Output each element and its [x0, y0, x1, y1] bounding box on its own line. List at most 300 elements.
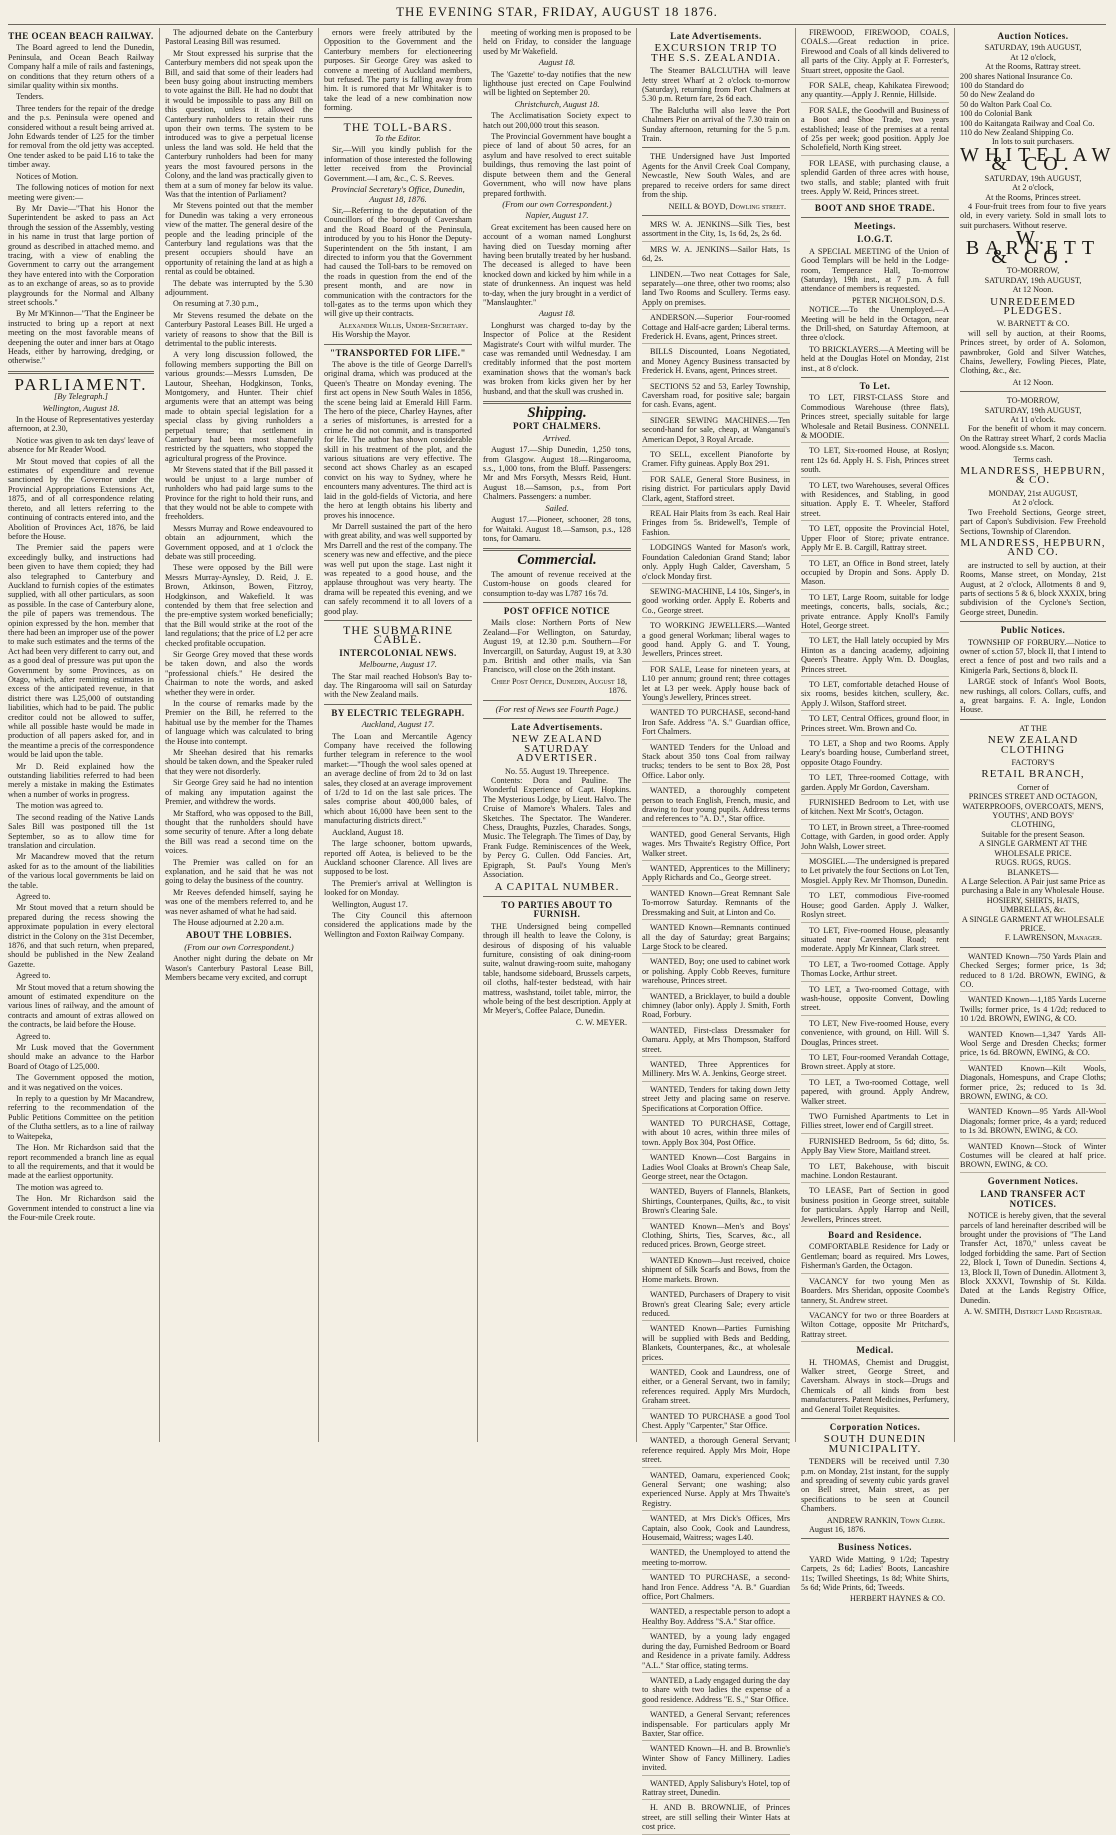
clothing-ad-line: HOSIERY, SHIRTS, HATS, UMBRELLAS, &c. — [986, 895, 1080, 915]
corporation-text: TENDERS will be received until 7.30 p.m. on Monday, 21st instant, for the supply and spreading of seventy cubic yards gravel on Bell street, Main street, as per specifications to be seen at Council Chambers. — [801, 1457, 949, 1514]
classified-ad: FOR SALE, the Goodwill and Business of a Boot and Shoe Trade, two years established; lease of the premises at a rental of 25s per week; good position. Apply Joe Scholefield, North King street. — [801, 106, 949, 156]
tomorrow-date: SATURDAY, 19th AUGUST, — [984, 405, 1082, 415]
divider — [483, 401, 631, 404]
own-correspondent-label: (From our own Correspondent.) — [502, 198, 612, 209]
divider — [324, 620, 472, 621]
classified-ad: WANTED, by a young lady engaged during the day, Furnished Bedroom or Board and Residence in a private family. Address "A.L." Star office, stating terms. — [642, 1632, 790, 1673]
excursion-text: The Balclutha will also leave the Port Chalmers Pier on arrival of the 7.30 train on Sunday afternoon, returning for the 5 p.m. Train. — [642, 105, 790, 144]
classified-ads — [642, 220, 790, 1835]
board-ad: VACANCY for two or three Boarders at Wilton Cottage, opposite Mr Pritchard's, Rattray street. — [801, 1311, 949, 1342]
corporation-title: SOUTH DUNEDIN MUNICIPALITY. — [823, 1433, 927, 1455]
paragraph: The adjourned debate on the Canterbury Pastoral Leasing Bill was resumed. — [165, 28, 313, 47]
to-let-ad: TO LEASE, Part of Section in good business position in George street, suitable for particulars. Apply Harrop and Neill, Jewellers, Princes street. — [801, 1186, 949, 1227]
paragraph: Notices of Motion. — [16, 171, 79, 181]
classified-ad: WANTED Known—Remnants continued all the day of Saturday; great Bargains; Large Stock to be cleared. — [642, 923, 790, 954]
share-item: 50 do New Zealand do — [960, 90, 1035, 100]
barnett-title: W. BARNETT & CO. — [965, 227, 1101, 268]
divider — [960, 947, 1106, 948]
column-3 — [324, 28, 472, 1442]
classified-ad: WANTED Known—Parties Furnishing will be supplied with Beds and Bedding, Blankets, Counterpanes, &c., at wholesale prices. — [642, 1324, 790, 1365]
to-let-ad: TO LET, a Two-roomed Cottage, well papered, with ground. Apply Andrew, Walker street. — [801, 1078, 949, 1109]
capital-number: A CAPITAL NUMBER. — [494, 880, 620, 893]
by-telegraph-label: [By Telegraph.] — [54, 391, 108, 402]
column-rule — [159, 28, 160, 1442]
cable-text: The Star mail reached Hobson's Bay to-day. The Ringarooma will sail on Saturday with the New Zealand mails. — [324, 671, 472, 700]
to-let-heading: To Let. — [859, 381, 891, 391]
news-text: Longhurst was charged to-day by the Inspector of Police at the Resident Magistrate's Court with wilful murder. The case was remanded until Wednesday. I am creditably informed that the post mortem examination shows that the woman's back was broken from kicks given her by her husband, and that the skull was crushed in. — [483, 320, 631, 396]
land-transfer-heading: LAND TRANSFER ACT NOTICES. — [980, 1189, 1086, 1209]
classified-ad: TO SELL, excellent Pianoforte by Cramer. Fifty guineas. Apply Box 291. — [642, 450, 790, 472]
paragraph: By Mr M'Kinnon—"That the Engineer be instructed to bring up a report at next meeting on the most favorable means of deepening the outer and inner bars at Otago Heads, either by harrowing, dredging, or otherwise." — [8, 309, 154, 366]
to-let-ad: TO LET, the Hall lately occupied by Mrs Hinton as a dancing academy, adjoining Queen's Theatre. Apply Wm. D. Douglas, Princes street. — [801, 636, 949, 677]
saturday-advertiser-title: NEW ZEALAND SATURDAY ADVERTISER. — [511, 733, 603, 765]
clothing-ad-signature: F. LAWRENSON, Manager. — [1004, 933, 1102, 943]
telegraph-article — [324, 732, 472, 940]
excursion-text: The Steamer BALCLUTHA will leave Jetty street Wharf at 2 o'clock to-morrow (Saturday), returning from Port Chalmers at 5.30 p.m. Return fare, 2s 6d each. — [642, 66, 790, 104]
share-item: 100 do Colonial Bank — [960, 109, 1033, 119]
paragraph: Mr Stout expressed his surprise that the Canterbury members did not speak upon the Bill, and said that some of their leaders had been busy going about instructing members to vote against the Bill. He had no doubt that it would be impossible to pass any Bill on this question, unless it allowed the Canterbury runholders to retain their runs upon their own terms. The system to be introduced was to give a perpetual license unless the land was sold. He held that the Canterbury runholders had been for many years the most favoured persons in the Colony, and the land was practically given to them at a sum of money far below its value. Was that the intention of Parliament? — [165, 48, 313, 199]
shares-note: In lots to suit purchasers. — [991, 137, 1075, 147]
classified-ads — [801, 28, 949, 200]
medical-heading: Medical. — [856, 1345, 894, 1356]
shipping-heading: Shipping. — [527, 405, 587, 422]
classified-ad: WANTED TO PURCHASE, Cottage, with about 10 acres, within three miles of town. Apply Box 304, Post Office. — [642, 1119, 790, 1150]
paragraph: Sir George Grey moved that these words be taken down, and also the words "professional chiefs." He desired the Chairman to note the words, and asked whether they were in order. — [165, 650, 313, 697]
tomorrow-label: TO-MORROW, — [1006, 396, 1060, 406]
paragraph: Wellington, August 17. — [332, 899, 408, 909]
whitelaw-date: SATURDAY, 19th AUGUST, — [984, 173, 1082, 183]
parties-text: THE Undersigned being compelled through ill health to leave the Colony, is desirous of disposing of his valuable furniture, consisting of oak dining-room suite, walnut drawing-room suite, mahogany table, handsome sideboard, Brussels carpets, oil cloths, half-tester bedstead, with hair mattress, washstand, toilet table, mirror, the whole being of the best description. Apply at Mr Meyer's, Coffee Palace, Dunedin. — [483, 921, 631, 1016]
column-rule — [318, 28, 319, 1442]
paragraph: The Government opposed the motion, and it was negatived on the voices. — [8, 1073, 154, 1092]
whitelaw-text: 4 Four-fruit trees from four to five years old, in every variety. Sold in small lots to suit purchasers. Without reserve. — [960, 201, 1106, 230]
paragraph: In the House of Representatives yesterday afternoon, at 2.30, — [8, 415, 155, 434]
to-let-ad: TO LET, in Brown street, a Three-roomed Cottage, with Garden, in good order. Apply John Walsh, Lower street. — [801, 823, 949, 854]
clothing-ad-line: A SINGLE GARMENT AT WHOLESALE PRICE. — [961, 914, 1105, 933]
iogt-signature: PETER NICHOLSON, D.S. — [851, 295, 945, 305]
paragraph: Agreed to. — [16, 1031, 51, 1041]
letter-to: His Worship the Mayor. — [332, 330, 411, 340]
classified-ad: WANTED Known—Just received, choice shipment of Silk Scarfs and Bows, from the Home markets. Brown. — [642, 1256, 790, 1287]
auction-place: At the Rooms, Rattray street. — [985, 62, 1081, 72]
classified-ad: WANTED, First-class Dressmaker for Oamaru. Apply, at Mrs Thompson, Stafford street. — [642, 1026, 790, 1057]
land-transfer-signature: A. W. SMITH, District Land Registrar. — [963, 1307, 1102, 1317]
pledges-heading: UNREDEEMED PLEDGES. — [990, 295, 1076, 317]
column-5 — [642, 28, 790, 1832]
classified-ad: MRS W. A. JENKINS—Sailor Hats, 1s 6d, 2s. — [642, 245, 790, 267]
paragraph: The large schooner, bottom upwards, reported off Aotea, is believed to be the Auckland schooner Clarence. All lives are supposed to be lost. — [324, 839, 472, 877]
commercial-text: The amount of revenue received at the Custom-house on goods cleared for consumption to-day was L787 16s 7d. — [483, 569, 631, 598]
paragraph: By Mr Davie—"That his Honor the Superintendent be asked to pass an Act through the session of the Assembly, vesting in his name in trust that large portion of ground as described in attached memo. and tracing, with a view of enabling the Government to carry out the arrangement they have entered into with the Corporation as to an exchange of areas, so as to provide playgrounds for the Normal and Albany street schools." — [8, 203, 154, 307]
classified-ad: LINDEN.—Two neat Cottages for Sale, separately—one three, other two rooms; also land Two Rooms and Scullery. Terms easy. Apply on premises. — [642, 270, 790, 311]
paragraph: Mr Lusk moved that the Government should make an advance to the Harbor Board of Otago of L25,000. — [8, 1043, 154, 1071]
to-let-ad: TO LET, two Warehouses, several Offices with Residences, and Stabling, in good situation. Apply E. T. Wheeler, Stafford street. — [801, 481, 949, 522]
public-notice-text: TOWNSHIP OF FORBURY.—Notice to owner of s.ction 57, block II, that I intend to erect a fence of post and two rails and a Kinigerla Park, Sections 8, block II. — [960, 637, 1106, 675]
public-notices-heading: Public Notices. — [1000, 625, 1066, 636]
to-let-ads — [801, 393, 949, 1227]
paragraph: The above is the title of George Darrell's original drama, which was produced at the Queen's Theatre on Monday evening. The first act opens in New South Wales in 1856, the scene being laid at Emerald Hill Farm. The hero of the piece, Charley Haynes, after a series of misfortunes, is arrested for a crime he did not commit, and is transported for life. The author has shown considerable skill in his treatment of the plot, and the various situations are very effective. The second act shows Charley as an escaped convict on his way to Sydney, where he encounters many adventures. The third act is laid in the gold-fields of Victoria, and here the hero at length obtains his liberty and proves his innocence. — [324, 360, 472, 520]
classified-ad: FOR LEASE, with purchasing clause, a splendid Garden of three acres with house, two stalls, and stable; planted with fruit trees. Apply W. Reid, Princes street. — [801, 159, 949, 200]
pledges-time: At 12 Noon. — [1012, 377, 1054, 387]
divider — [960, 391, 1106, 392]
paragraph: The Premier said the papers were exceedingly bulky, and instructions had been given to have them copied; they had also telegraphed to Canterbury and Auckland to furnish copies of the estimates supplied, with all other particulars, as soon as possible. In the case of Canterbury alone, the pile of papers was tremendous. The opinion expressed by the hon. member that there had been an improper use of the power to make such estimates and the terms of the Act had been very different to carry out, and as a good deal of pressure was put upon the Government by some Provinces, as on Otago, which, after remitting estimates in excess of the anticipated revenue, in that district there was L25,000 of outstanding liabilities, which had to be paid. The public creditor could not be allowed to suffer, while all possible haste would be made in production of all papers asked for, and in the meantime a precis of the correspondence would be laid upon the table. — [8, 543, 154, 760]
railway-article — [8, 43, 154, 365]
divider — [483, 602, 631, 603]
saturday-advertiser-issue: No. 55. August 19. Threepence. — [505, 766, 609, 776]
paragraph: Mr Sheehan desired that his remarks should be taken down, and the Speaker ruled that they were not disorderly. — [165, 748, 313, 776]
divider — [960, 719, 1106, 720]
classified-ad: WANTED, Apprentices to the Millinery; Apply Richards and Co., George street. — [642, 864, 790, 886]
brown-ewing-ad: WANTED Known—1,185 Yards Lucerne Twills; former price, 1s 4 1/2d; reduced to 10 1/2d. BROWN, EWING, & CO. — [960, 995, 1106, 1026]
brown-ewing-ad: WANTED Known—95 Yards All-Wool Diagonals; former price, 4s a yard; reduced to 1s 3d. BROWN, EWING, & CO. — [960, 1107, 1106, 1138]
clothing-ad-line: A Large Selection. A Pair just same Price as purchasing a Bale in any Wholesale House. — [961, 876, 1105, 896]
paragraph: Mr Macandrew moved that the return asked for as to the amount of the liabilities of the various local governments be laid on the table. — [8, 852, 154, 890]
news-text: The Acclimatisation Society expect to hatch out 200,000 trout this season. — [483, 111, 631, 130]
to-let-ad: TO LET, opposite the Provincial Hotel, Upper Floor of Store; private entrance. Apply Mr E. B. Cargill, Rattray street. — [801, 524, 949, 555]
paragraph: Agreed to. — [16, 891, 51, 901]
bricklayers-notice: TO BRICKLAYERS.—A Meeting will be held at the Douglas Hotel on Monday, 21st inst., at 8 o'clock. — [801, 344, 949, 373]
classified-ad: WANTED, good General Servants, High wages. Mrs Thwaite's Registry Office, Port Walker street. — [642, 830, 790, 861]
classified-ad: WANTED, a respectable person to adopt a Healthy Boy. Address "S.A." Star office. — [642, 1607, 790, 1629]
column-2 — [165, 28, 313, 1442]
lobbies-heading: ABOUT THE LOBBIES. — [186, 930, 292, 941]
saturday-advertiser-contents: Contents: Dora and Pauline. The Wonderful Experience of Capt. Hopkins. The Mysterious Lodge, by Lieut. Halvo. The Cruise of Mamore's Whalers. Tales and Sketches. The Spectator. The Wanderer. Chess, Draughts, Puzzles, Charades. Songs, Music. The Telegraph. The Times of Day, by Frank Fudge. Reminiscences of the Week, by Percy G. Cullen. Odd Fancies. Art, Epigraph, St. Paul's Young Men's Association. — [483, 776, 631, 880]
share-item: 100 do Kaitangata Railway and Coal Co. — [960, 118, 1095, 128]
paragraph: Mr D. Reid explained how the outstanding liabilities referred to had been merely a mistake in making the Estimates when a number of works in progress. — [8, 761, 154, 799]
brown-ewing-ad: WANTED Known—750 Yards Plain and Checked Serges; former price, 1s 3d; reduced to 8 1/2d. BROWN, EWING, & CO. — [960, 952, 1106, 993]
classified-ad: WANTED, a Lady engaged during the day to share with two ladies the expense of a good residence. Address "E. S.," Star Office. — [642, 1676, 790, 1707]
column-rule — [636, 28, 637, 1442]
board-ad: COMFORTABLE Residence for Lady or Gentleman; board as required. Mrs Lowes, Fisherman's Garden, the Octagon. — [801, 1242, 949, 1273]
railway-heading: THE OCEAN BEACH RAILWAY. — [8, 31, 154, 41]
telegraph-date: Auckland, August 17. — [361, 719, 435, 730]
column-6 — [801, 28, 949, 1604]
clothing-ad-at-the: AT THE — [1019, 723, 1047, 733]
tomorrow-time: At 11 o'clock. — [1010, 415, 1056, 425]
telegraph-heading: BY ELECTRIC TELEGRAPH. — [331, 707, 465, 718]
post-office-heading: POST OFFICE NOTICE — [503, 605, 611, 616]
parties-heading: TO PARTIES ABOUT TO FURNISH. — [501, 899, 613, 920]
laces-ad: LARGE stock of Infant's Wool Boots, new rushings, all colors. Collars, cuffs, and a, great bargains. F. A. Ingle, London House. — [960, 677, 1106, 715]
to-let-ad: FURNISHED Bedroom to Let, with use of kitchen. Next Mr Scott's, Octagon. — [801, 798, 949, 820]
intro-text: meeting of working men is proposed to be held on Friday, to consider the language used by Mr Wakefield. — [483, 28, 631, 56]
column-1 — [8, 28, 154, 1442]
divider — [801, 1538, 949, 1539]
medical-text: H. THOMAS, Chemist and Druggist, Walker street, George Street, and Caversham. Always in stock—Drugs and Chemicals of all kinds from best manufacturers. Patent Medicines, Perfumery, and General Toilet Requisites. — [801, 1357, 949, 1414]
parliament-heading: PARLIAMENT. — [14, 374, 148, 394]
classified-ad: WANTED, Purchasers of Drapery to visit Brown's great Clearing Sale; every article reduced. — [642, 1290, 790, 1321]
classified-ad: H. AND B. BROWNLIE, of Princes street, are still selling their Winter Hats at cost price. — [642, 1803, 790, 1834]
iogt-heading: I.O.G.T. — [857, 234, 893, 245]
to-let-ad: TO LET, a Shop and two Rooms. Apply Leary's boarding house, Cumberland street, opposite Otago Foundry. — [801, 739, 949, 770]
dateline: Christchurch, August 18. — [514, 98, 600, 109]
classified-ad: MRS W. A. JENKINS—Silk Ties, best assortment in the City, 1s, 1s 6d, 2s, 2s 6d. — [642, 220, 790, 242]
column-4 — [483, 28, 631, 1442]
paragraph: The Hon. Mr Richardson said the Government intended to construct a line via the Four-mile Creek route. — [8, 1194, 154, 1222]
pledges-text: will sell by auction, at their Rooms, Princes street, by order of A. Solomon, pawnbroker, Gold and Silver Watches, Chains, Jewellery, Fowling Pieces, Plate, Clothing, &c., &c. — [960, 328, 1106, 376]
arrived-label: Arrived. — [542, 432, 572, 443]
lobbies-text: Another night during the debate on Mr Wason's Canterbury Pastoral Lease Bill, Members became very excited, and corrupt — [165, 954, 313, 982]
classified-ad: WANTED Known—Men's and Boys' Clothing, Shirts, Ties, Scarves, &c., all reduced prices. Brown, George street. — [642, 1222, 790, 1253]
paragraph: The House adjourned at 2.20 a.m. — [173, 917, 284, 927]
classified-ad: SECTIONS 52 and 53, Earley Township, Caversham road, for positive sale; bargain for cash. Evans, agent. — [642, 382, 790, 413]
coal-ad: THE Undersigned have Just Imported Agents for the Anvil Creek Coal Company, Newcastle, New South Wales, and are prepared to receive orders for same direct from the ship. — [642, 152, 790, 200]
classified-ad: FOR SALE, Lease for nineteen years, at L10 per annum; ground rent; three cottages let at L3 per week. Apply house back of Young's Jewellery, Princes street. — [642, 665, 790, 706]
tomorrow-time: At 12 Noon. — [1012, 285, 1054, 295]
to-let-ad: TO LET, a Two-roomed Cottage. Apply Thomas Locke, Arthur street. — [801, 960, 949, 982]
paragraph: Sir George Grey said he had no intention of making any imputation against the Premier, and withdrew the words. — [165, 778, 313, 807]
paragraph: A very long discussion followed, the following members supporting the Bill on various grounds:—Messrs Lumsden, De Lautour, Sheehan, Hodgkinson, Tonks, Montgomery, and Hunter. Their chief arguments were that an attempt was being made to obtain special legislation for a special class by giving runholders a perpetual tenure; that settlement in Canterbury had been most shamefully restricted by the squatters, who stopped the agricultural progress of the Province. — [165, 350, 313, 463]
paragraph: Mr Stout moved that copies of all the estimates of expenditure and revenue sanctioned by the Governor under the Provincial Appropriations Extensions Act, 1875, and of all correspondence relating thereto, and all letters referring to the continuing of contracts entered into, and the Abolition of Provinces Act, 1876, be laid before the House. — [8, 456, 154, 541]
unemployed-notice: NOTICE.—To the Unemployed.—A Meeting will be held in the Octagon, near the Drill-shed, on Saturday Afternoon, at three o'clock. — [801, 305, 949, 343]
to-let-ad: TO LET, an Office in Bond street, lately occupied by Dropin and Sons. Apply D. Mason. — [801, 559, 949, 590]
paragraph: The Hon. Mr Richardson said that the report recommended a branch line as equal to all the requirements, and that it would be made at the earliest opportunity. — [8, 1143, 154, 1181]
tomorrow-date: SATURDAY, 19th AUGUST, — [984, 275, 1082, 285]
auction-heading: Auction Notices. — [997, 31, 1069, 41]
classified-ad: FOR SALE, General Store Business, in rising district. For particulars apply David Clark, agent, Stafford street. — [642, 475, 790, 506]
paragraph: Messrs Murray and Rowe endeavoured to obtain an adjournment, which the Government opposed, and at 1 o'clock the debate was still proceeding. — [165, 523, 313, 561]
column-7 — [960, 28, 1116, 1442]
to-let-ad: TO LET, Three-roomed Cottage, with garden. Apply Mr Gordon, Caversham. — [801, 773, 949, 795]
auction-time: At 12 o'clock, — [1010, 52, 1056, 62]
to-let-ad: TO LET, Bakehouse, with biscuit machine. London Restaurant. — [801, 1162, 949, 1184]
classified-ad: BILLS Discounted, Loans Negotiated, and Money Agency Business transacted by Frederick H. Evans, agent, Princes street. — [642, 347, 790, 378]
board-heading: Board and Residence. — [828, 1230, 922, 1241]
paragraph: The Loan and Mercantile Agency Company have received the following further telegram in reference to the wool market:—"Though the wool sales opened at an average decline of from 2d to 3d on last sales, they closed at an average improvement of 1/2d to 1d on the last sale prices. The sales comprise about 400,000 bales, of which about 16,000 have been sent to the manufacturing districts direct." — [324, 731, 472, 826]
parliament-article — [8, 415, 154, 1222]
classified-ad: WANTED, Oamaru, experienced Cook; General Servant; one washing; also experienced Nurse. Apply at Mrs Thwaite's Registry. — [642, 1471, 790, 1512]
paragraph: In the course of remarks made by the Premier on the Bill, he referred to the habitual use by the member for the Thames of language which was calculated to bring the House into contempt. — [165, 699, 313, 746]
paragraph: The debate was interrupted by the 5.30 adjournment. — [165, 278, 313, 297]
cable-subheading: INTERCOLONIAL NEWS. — [339, 647, 457, 658]
intro-text: ernors were freely attributed by the Opposition to the Government and the Canterbury members for electioneering purposes. Sir George Grey was asked to convene a meeting of Auckland members, but refused. The party is falling away from him. It is rumored that Mr Whitaker is to take the lead of a new combination now forming. — [324, 28, 472, 113]
government-notices-heading: Government Notices. — [987, 1175, 1079, 1186]
paragraph: The second reading of the Native Lands Sales Bill was postponed till the 1st September, so as to allow time for translation and circulation. — [8, 812, 154, 850]
divider — [642, 215, 790, 216]
paragraph: Mr Stevens stated that if the Bill passed it would be unjust to a large number of runholders who had paid large sums to the Province for the right to hold their runs, and that they would not be able to compete with freeholders. — [165, 465, 313, 522]
to-let-ad: TO LET, Large Room, suitable for lodge meetings, concerts, balls, socials, &c.; private entrance. Apply Knoll's Family Hotel, George street. — [801, 593, 949, 634]
divider — [483, 548, 631, 551]
paragraph: Mr Stevens pointed out that the member for Dunedin was taking a very erroneous view of the matter. The general desire of the people and the leading principle of the Canterbury land regulations was that the present occupiers should have an opportunity of retaining the land at as high a rental as could be obtained. — [165, 201, 313, 277]
news-text: The Provincial Government have bought a piece of land of about 50 acres, for an asylum and have resolved to erect suitable buildings, thus removing the last point of dispute between them and the General Government, who will now have plans prepared forthwith. — [483, 132, 631, 198]
paragraph: Mr Stafford, who was opposed to the Bill, thought that the runholders should have some security of tenure. After a long debate the Bill was read a second time on the voices. — [165, 808, 313, 856]
arrivals-text: August 17.—Ship Dunedin, 1,250 tons, from Glasgow. August 18.—Ringarooma, s.s., 1,000 tons, from the Bluff. Passengers: Mr and Mrs Forsyth, Messrs Reid, Hunt. August 18.—Samson, p.s., from Port Chalmers. Passengers: a number. — [483, 445, 631, 502]
divider — [483, 896, 631, 897]
column-rule — [795, 28, 796, 1442]
brown-ewing-ad: WANTED Known—Stock of Winter Costumes will be cleared at half price. BROWN, EWING, & CO. — [960, 1142, 1106, 1173]
dateline: August 18. — [538, 308, 576, 319]
column-rule — [954, 28, 955, 1442]
monday-text: are instructed to sell by auction, at their Rooms, Manse street, on Monday, 21st August, at 2 o'clock, Allotments 8 and 9, parts of sections 5 & 6, block XXXIX, bring subdivision of the Cyclone's Section, George street, Dunedin. — [960, 560, 1106, 617]
wood-sale-text: For the benefit of whom it may concern. On the Rattray street Wharf, 2 cords Maclia wood. Alongside s.s. Macon. — [960, 424, 1106, 453]
letter-text: Sir,—Referring to the deputation of the Councillors of the borough of Caversham and the Road Board of the Peninsula, introduced by you to his Honor the Deputy-Superintendent on the 5th instant, I am directed to inform you that the Government had caused the Toll-bars to be removed on the roads in question from the end of the present month, and are now in communication with the contractors for the toll-gates as to the terms upon which they will give up their contracts. — [324, 205, 472, 319]
paragraph: The City Council this afternoon considered the applications made by the Wellington and Foxton Railway Company. — [324, 910, 472, 939]
classified-ad: WANTED, a thorough General Servant; reference required. Apply Mrs Moir, Hope street. — [642, 1436, 790, 1467]
brown-ewing-ad: WANTED Known—1,347 Yards All-Wool Serge and Dresden Checks; former price, 1s 6d. BROWN, EWING, & CO. — [960, 1030, 1106, 1061]
clothing-ad-line: BLANKETS— — [1007, 867, 1059, 877]
letter-signature: Alexander Willis, Under-Secretary. — [338, 320, 468, 330]
see-fourth-page: (For rest of News see Fourth Page.) — [495, 703, 619, 714]
parliament-continued — [165, 28, 313, 927]
classified-ad: WANTED, a General Servant; references indispensable. For particulars apply Mr Baxter, Star office. — [642, 1710, 790, 1741]
whitelaw-time: At 2 o'clock, — [1012, 183, 1054, 193]
classified-ad: WANTED, Three Apprentices for Millinery. Mrs W. A. Jenkins, George street. — [642, 1060, 790, 1082]
classified-ad: LODGINGS Wanted for Mason's work, Foundation Caledonian Grand Stand; labor only. Apply Hugh Calder, Caversham, 5 o'clock Monday first. — [642, 543, 790, 584]
classified-ad: ANDERSON.—Superior Four-roomed Cottage and Half-acre garden; Liberal terms. Frederick H. Evans, agent, Princes street. — [642, 313, 790, 344]
classified-ad: WANTED, at Mrs Dick's Offices, Mrs Captain, also Cook, Cook and Laundress, Housemaid, Waitress; wages L40. — [642, 1514, 790, 1545]
monday-date: MONDAY, 21st AUGUST, — [988, 488, 1078, 498]
classified-ad: WANTED TO PURCHASE, a second-hand Iron Fence. Address "A. B." Guardian office, Port Chalmers. — [642, 1573, 790, 1604]
commercial-heading: Commercial. — [517, 552, 597, 569]
classified-ad: TO WORKING JEWELLERS.—Wanted a good general Workman; liberal wages to good hand. Apply G. and T. Young, Jewellers, Princes street. — [642, 621, 790, 662]
to-let-ad: TO LET, New Five-roomed House, every convenience, with ground, on Hill. Will S. Douglas, Princes street. — [801, 1019, 949, 1050]
classified-ad: SINGER SEWING MACHINES.—Ten second-hand for sale, cheap, at Wanganui's American Depot, 3 Royal Arcade. — [642, 416, 790, 447]
paragraph: The following notices of motion for next meeting were given:— — [8, 183, 154, 202]
to-let-ad: TWO Furnished Apartments to Let in Fillies street, lower end of Cargill street. — [801, 1112, 949, 1134]
paragraph: Agreed to. — [16, 971, 51, 981]
clothing-ad-line: WATERPROOFS, OVERCOATS, MEN'S, YOUTHS', AND BOYS' — [962, 801, 1104, 821]
to-let-ad: TO LET, Five-roomed House, pleasantly situated near Caversham Road; rent moderate. Apply Mr Kinnear, Clark street. — [801, 926, 949, 957]
paragraph: Tenders. — [16, 92, 44, 102]
transported-article — [324, 360, 472, 616]
barnett-title: W. BARNETT & CO. — [996, 319, 1070, 329]
share-item: 110 do New Zealand Shipping Co. — [960, 128, 1074, 138]
share-item: 50 do Walton Park Coal Co. — [960, 99, 1052, 109]
cable-date: Melbourne, August 17. — [359, 659, 437, 670]
clothing-ad-line: RUGS. RUGS, RUGS. — [995, 858, 1071, 868]
clothing-ad-line: A SINGLE GARMENT AT THE WHOLESALE PRICE. — [978, 839, 1088, 858]
paragraph: Mr Reeves defended himself, saying he was one of the members referred to, and he was never ashamed of what he had said. — [165, 887, 313, 916]
parties-signature: C. W. MEYER. — [575, 1017, 627, 1027]
news-text: The 'Gazette' to-day notifies that the new lighthouse just erected on Cape Foulwind will be lighted on September 20. — [483, 69, 631, 98]
tomorrow-label: TO-MORROW, — [1006, 266, 1060, 276]
paragraph: Three tenders for the repair of the dredge and the p.s. Peninsula were opened and considered without a result being arrived at. John Edwards tender of L25 for the timber for removal from the old jetty was accepted. One tender asked to be paid L16 to take the timber away. — [8, 103, 154, 170]
shares-list — [960, 72, 1106, 138]
paragraph: The Premier was called on for an explanation, and he said that he was not going to delay the business of the country. — [165, 857, 313, 886]
late-ads-heading: Late Advertisements. — [670, 31, 762, 41]
clothing-ad-line: CLOTHING, — [1011, 820, 1055, 830]
clothing-ad-title: NEW ZEALAND CLOTHING — [987, 734, 1079, 756]
paragraph: Mr Stout moved that a return showing the amount of estimated expenditure on the various lines of railway, and the amount of contracts and amount of extras allowed on the contracts, be laid before the House. — [8, 982, 154, 1030]
share-item: 200 shares National Insurance Co. — [960, 71, 1073, 81]
paragraph: On resuming at 7.30 p.m., — [173, 299, 259, 309]
late-ads-heading: Late Advertisements. — [511, 722, 603, 732]
classified-ad: SEWING-MACHINE, L4 10s, Singer's, in good working order. Apply E. Roberts and Co., George street. — [642, 587, 790, 618]
to-let-ad: FURNISHED Bedroom, 5s 6d; ditto, 5s. Apply Bay View Store, Maitland street. — [801, 1137, 949, 1159]
lobbies-subheading: (From our own Correspondent.) — [184, 941, 294, 952]
to-let-ad: MOSGIEL.—The undersigned is prepared to Let privately the four Sections on Lot Ten, Mosgiel. Apply Rev. Mr Thomson, Dunedin. — [801, 857, 949, 888]
corporation-heading: Corporation Notices. — [829, 1421, 921, 1432]
paragraph: Notice was given to ask ten days' leave of absence for Mr Reader Wood. — [8, 435, 154, 455]
departures-text: August 17.—Pioneer, schooner, 28 tons, for Waitaki. August 18.—Samson, p.s., 128 tons, for Oamaru. — [483, 515, 631, 543]
clothing-ad-line: RETAIL BRANCH, — [981, 768, 1085, 781]
clothing-ad-line: PRINCES STREET AND OCTAGON, — [968, 792, 1098, 802]
clothing-ad-line: FACTORY'S — [1011, 758, 1055, 768]
mlandress-title: MLANDRESS, HEPBURN, AND CO. — [960, 536, 1106, 559]
classified-ad: FIREWOOD, FIREWOOD, COALS, COALS.—Great reduction in price. Firewood and Coals of all kinds delivered to all parts of the City. Apply at F. Forrester's, Stuart street, opposite the Gaol. — [801, 28, 949, 78]
divider — [8, 371, 154, 374]
letter-from: Provincial Secretary's Office, Dunedin, August 18, 1876. — [331, 184, 465, 204]
dateline: Napier, August 17. — [525, 210, 589, 221]
business-heading: Business Notices. — [837, 1542, 912, 1553]
post-office-signature: Chief Post Office, Dunedin, August 18, 1876. — [491, 676, 627, 696]
divider — [324, 344, 472, 345]
classified-ad: WANTED, Apply Salisbury's Hotel, top of Rattray street, Dunedin. — [642, 1779, 790, 1801]
classified-ad: WANTED, Boy; one used to cabinet work or polishing. Apply Cobb Reeves, furniture warehouse, Princes street. — [642, 957, 790, 988]
to-let-ad: TO LET, Four-roomed Verandah Cottage, Brown street. Apply at store. — [801, 1053, 949, 1075]
monday-text: Two Freehold Sections, George street, part of Capon's Subdivision. Few Freehold Sections, Township of Clarendon. — [960, 507, 1106, 536]
land-transfer-text: NOTICE is hereby given, that the several parcels of land hereinafter described will be brought under the provisions of "The Land Transfer Act, 1870," unless caveat be lodged forbidding the same. Part of Section 22, Block I, Town of Dunedin. Sections 4, 13, Block II, Town of Dunedin. Allotment 3, Block XXXVI, Township of St. Kilda. Dated at the Lands Registry Office, Dunedin. — [960, 1211, 1106, 1305]
clothing-ad-line: Suitable for the present Season. — [981, 829, 1085, 839]
terms-label: Terms cash. — [1013, 454, 1053, 464]
column-rule — [477, 28, 478, 1442]
monday-time: At 2 o'clock. — [1012, 498, 1054, 508]
transported-heading: "TRANSPORTED FOR LIFE." — [330, 347, 466, 358]
divider — [801, 217, 949, 218]
to-let-ad: TO LET, commodious Five-roomed House; good Garden. Apply J. Walker, Roslyn street. — [801, 891, 949, 922]
dateline: August 18. — [538, 57, 576, 68]
classified-ad: WANTED, Tenders for taking down Jetty street Jetty and placing same on reserve. Specifications at Corporation Office. — [642, 1085, 790, 1116]
divider — [324, 117, 472, 118]
iogt-text: A SPECIAL MEETING of the Union of Good Templars will be held in the Lodge-room, Temperance Hall, To-morrow (Saturday), 19th inst., at 7 p.m. A full attendance of members is requested. — [801, 246, 949, 294]
classified-ad: WANTED TO PURCHASE, second-hand Iron Safe. Address "A. S." Guardian office, Fort Chalmers. — [642, 708, 790, 739]
corporation-date: August 16, 1876. — [809, 1525, 866, 1535]
to-let-ad: TO LET, Six-roomed House, at Roslyn; rent 12s 6d. Apply H. S. Fish, Princes street south. — [801, 446, 949, 477]
post-office-text: Mails close: Northern Ports of New Zealand—For Wellington, on Saturday, August 19, at 12.30 p.m. Southern—For Invercargill, on Saturday, August 19, at 3.30 p.m. British and other mails, via San Francisco, will close on the 26th instant. — [483, 618, 631, 675]
tollbars-heading: THE TOLL-BARS. — [343, 119, 453, 134]
paragraph: In reply to a question by Mr Macandrew, referring to the recommendation of the Public Petitions Committee on the petition of the Clutha settlers, as to a line of railway to Waitepeka, — [8, 1094, 154, 1141]
brown-ewing-ads — [960, 952, 1106, 1173]
classified-ad: WANTED Known—Great Remnant Sale To-morrow Saturday. Remnants of the Dressmaking and Suit, at Linton and Co. — [642, 889, 790, 920]
classified-ad: FOR SALE, cheap, Kahikatea Firewood; any quantity.—Apply J. Rennie, Hillside. — [801, 81, 949, 103]
classified-ad: WANTED Known—Cost Bargains in Ladies Wool Cloaks at Brown's Cheap Sale, George street, near the Octagon. — [642, 1153, 790, 1184]
paragraph: Mr Stout moved that a return should be prepared during the recess showing the approximate population in every electoral district in the Colony on the 31st December, 1876, and that such return, when prepared, should be published in the New Zealand Gazette. — [8, 903, 154, 969]
port-heading: PORT CHALMERS. — [512, 421, 602, 432]
classified-ad: WANTED, a thoroughly competent person to teach English, French, music, and drawing to four young pupils. Address terms and references to "A. D.", Star office. — [642, 786, 790, 827]
classified-ad: WANTED, the Unemployed to attend the meeting to-morrow. — [642, 1548, 790, 1570]
classified-ad: WANTED Known—H. and B. Brownlie's Winter Show of Fancy Millinery. Ladies invited. — [642, 1744, 790, 1775]
share-item: 100 do Standard do — [960, 81, 1024, 91]
divider — [483, 718, 631, 719]
classified-ad: REAL Hair Plaits from 3s each. Real Hair Fringes from 5s. Bridewell's, Temple of Fashion. — [642, 509, 790, 540]
paragraph: The Premier's arrival at Wellington is looked for on Monday. — [324, 878, 472, 898]
divider — [960, 621, 1106, 622]
clothing-ad-line: Corner of — [1017, 782, 1049, 792]
sailed-label: Sailed. — [545, 502, 569, 513]
brown-ewing-ad: WANTED Known—Kilt Wools, Diagonals, Homespuns, and Crape Cloths; former price, 2s; reduced to 1s 3d. BROWN, EWING, & CO. — [960, 1064, 1106, 1105]
masthead: THE EVENING STAR, FRIDAY, AUGUST 18 1876. — [8, 4, 1106, 25]
corporation-signature: ANDREW RANKIN, Town Clerk. — [826, 1515, 945, 1525]
classified-ad: WANTED, Cook and Laundress, one of either, or a General Servant, two in family; references required. Apply Mrs Murdoch, Graham street. — [642, 1368, 790, 1409]
divider — [801, 377, 949, 378]
paragraph: Mr Stevens resumed the debate on the Canterbury Pastoral Leases Bill. He urged a variety of reasons to show that the Bill is detrimental to the public interests. — [165, 310, 313, 348]
excursion-heading: EXCURSION TRIP TO THE S.S. ZEALANDIA. — [651, 42, 781, 64]
divider — [642, 147, 790, 148]
auction-date: SATURDAY, 19th AUGUST, — [984, 43, 1082, 53]
business-text: YARD Wide Matting, 9 1/2d; Tapestry Carpets, 2s 6d; Ladies' Boots, Lancashire 11s; Twilled Sheetings, 1s 8d; White Shirts, 5s 6d; Wide Prints, 6d; Tweeds. — [801, 1554, 949, 1593]
paragraph: These were opposed by the Bill were Messrs Murray-Aynsley, D. Reid, J. E. Brown, Atkinson, Bowen, Fitzroy, Hodgkinson, and Wakefield. It was contended by them that free selection and the pre-emptive system worked beneficially; that the Bill would strike at the root of the land regulations; that the price of L2 per acre checked profitable occupation. — [165, 563, 313, 648]
to-let-ad: TO LET, comfortable detached House of six rooms, besides kitchen, scullery, &c. Apply J. Wilson, Stafford street. — [801, 680, 949, 711]
mlandress-title: MLANDRESS, HEPBURN, & CO. — [960, 465, 1106, 487]
board-ad: VACANCY for two young Men as Boarders. Mrs Sheridan, opposite Coombe's tannery, St. Andrew street. — [801, 1277, 949, 1308]
to-let-ad: TO LET, Central Offices, ground floor, in Princes street. Wm. Brown and Co. — [801, 714, 949, 736]
paragraph: The motion was agreed to. — [16, 1182, 104, 1192]
tollbars-to: To the Editor. — [375, 133, 421, 144]
coal-signature: NEILL & BOYD, Dowling street. — [668, 201, 786, 211]
divider — [801, 1418, 949, 1419]
to-let-ad: TO LET, a Two-roomed Cottage, with wash-house, opposite Convent, Dowling street. — [801, 985, 949, 1016]
paragraph: Mr Darrell sustained the part of the hero with great ability, and was well supported by Mrs Darrell and the rest of the company. The scenery was new and effective, and the piece was well put upon the stage. Last night it was repeated to a good house, and the applause throughout was very hearty. The drama will be repeated this evening, and we can safely recommend it to all lovers of a good play. — [324, 521, 472, 616]
